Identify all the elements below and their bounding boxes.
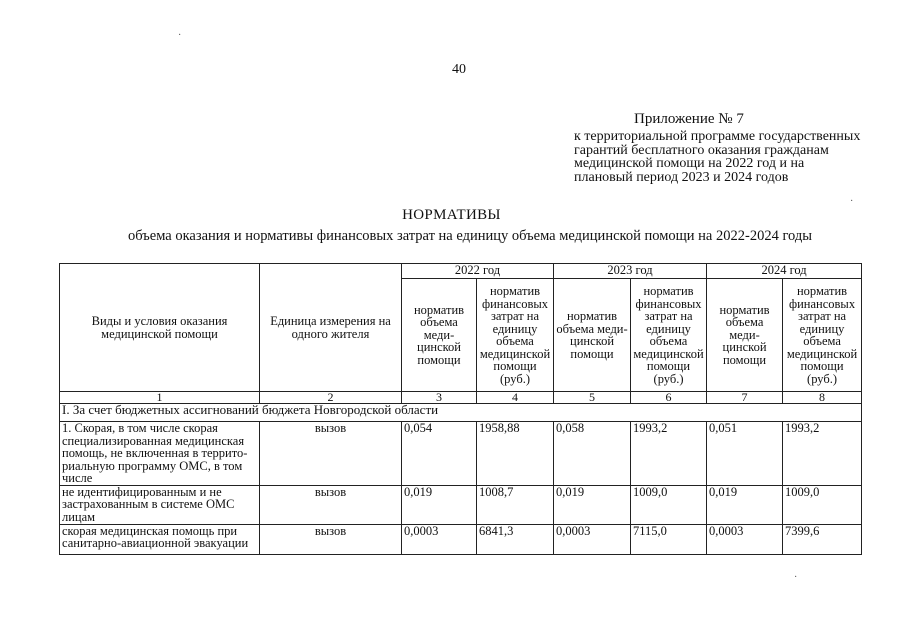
column-number: 3	[402, 392, 477, 404]
cost-2022: 1008,7	[477, 485, 554, 524]
volume-2024: 0,0003	[707, 524, 783, 554]
volume-2022: 0,019	[402, 485, 477, 524]
row-unit: вызов	[260, 524, 402, 554]
norms-table	[59, 263, 862, 555]
cost-2024: 7399,6	[783, 524, 862, 554]
volume-2024: 0,019	[707, 485, 783, 524]
row-name: 1. Скорая, в том числе скорая специализированная медицинская помощь, не включенная в террито-риальную программу ОМС, в том числе	[60, 422, 260, 486]
cost-2022: 1958,88	[477, 422, 554, 486]
header-year-2022: 2022 год	[402, 264, 554, 279]
column-number: 5	[554, 392, 631, 404]
header-cost-2022: норматив финансовых затрат на единицу объема медицинской помощи (руб.)	[477, 279, 554, 392]
header-care-types: Виды и условия оказания медицинской помощи	[60, 264, 260, 392]
column-number: 7	[707, 392, 783, 404]
column-number: 8	[783, 392, 862, 404]
cost-2024: 1009,0	[783, 485, 862, 524]
scan-speck: ·	[178, 30, 182, 41]
cost-2023: 1993,2	[631, 422, 707, 486]
section-heading: I. За счет бюджетных ассигнований бюджета Новгородской области	[60, 404, 862, 422]
column-number: 1	[60, 392, 260, 404]
table-row	[60, 485, 862, 524]
header-volume-2022: норматив объема меди-цинской помощи	[402, 279, 477, 392]
scan-speck: ·	[794, 572, 798, 583]
document-title: НОРМАТИВЫ	[402, 207, 501, 223]
annex-text: к территориальной программе государственных гарантий бесплатного оказания гражданам медицинской помощи на 2022 год и на плановый период 2023 и 2024 годов	[574, 129, 861, 185]
volume-2024: 0,051	[707, 422, 783, 486]
header-year-2024: 2024 год	[707, 264, 862, 279]
cost-2024: 1993,2	[783, 422, 862, 486]
column-number: 6	[631, 392, 707, 404]
row-unit: вызов	[260, 485, 402, 524]
row-name: скорая медицинская помощь при санитарно-авиационной эвакуации	[60, 524, 260, 554]
header-year-2023: 2023 год	[554, 264, 707, 279]
cost-2023: 1009,0	[631, 485, 707, 524]
volume-2022: 0,054	[402, 422, 477, 486]
row-name: не идентифицированным и не застрахованным в системе ОМС лицам	[60, 485, 260, 524]
header-volume-2023: норматив объема меди-цинской помощи	[554, 279, 631, 392]
header-cost-2024: норматив финансовых затрат на единицу объема медицинской помощи (руб.)	[783, 279, 862, 392]
column-number: 4	[477, 392, 554, 404]
volume-2023: 0,058	[554, 422, 631, 486]
volume-2022: 0,0003	[402, 524, 477, 554]
document-subtitle: объема оказания и нормативы финансовых затрат на единицу объема медицинской помощи на 2022-2024 годы	[128, 228, 812, 244]
cost-2022: 6841,3	[477, 524, 554, 554]
column-number: 2	[260, 392, 402, 404]
scan-speck: ·	[850, 196, 854, 207]
volume-2023: 0,019	[554, 485, 631, 524]
table-row	[60, 524, 862, 554]
row-unit: вызов	[260, 422, 402, 486]
header-cost-2023: норматив финансовых затрат на единицу объема медицинской помощи (руб.)	[631, 279, 707, 392]
table-row	[60, 422, 862, 486]
volume-2023: 0,0003	[554, 524, 631, 554]
header-volume-2024: норматив объема меди-цинской помощи	[707, 279, 783, 392]
annex-title: Приложение № 7	[634, 111, 744, 127]
header-unit: Единица измерения на одного жителя	[260, 264, 402, 392]
page-number: 40	[452, 62, 466, 77]
cost-2023: 7115,0	[631, 524, 707, 554]
